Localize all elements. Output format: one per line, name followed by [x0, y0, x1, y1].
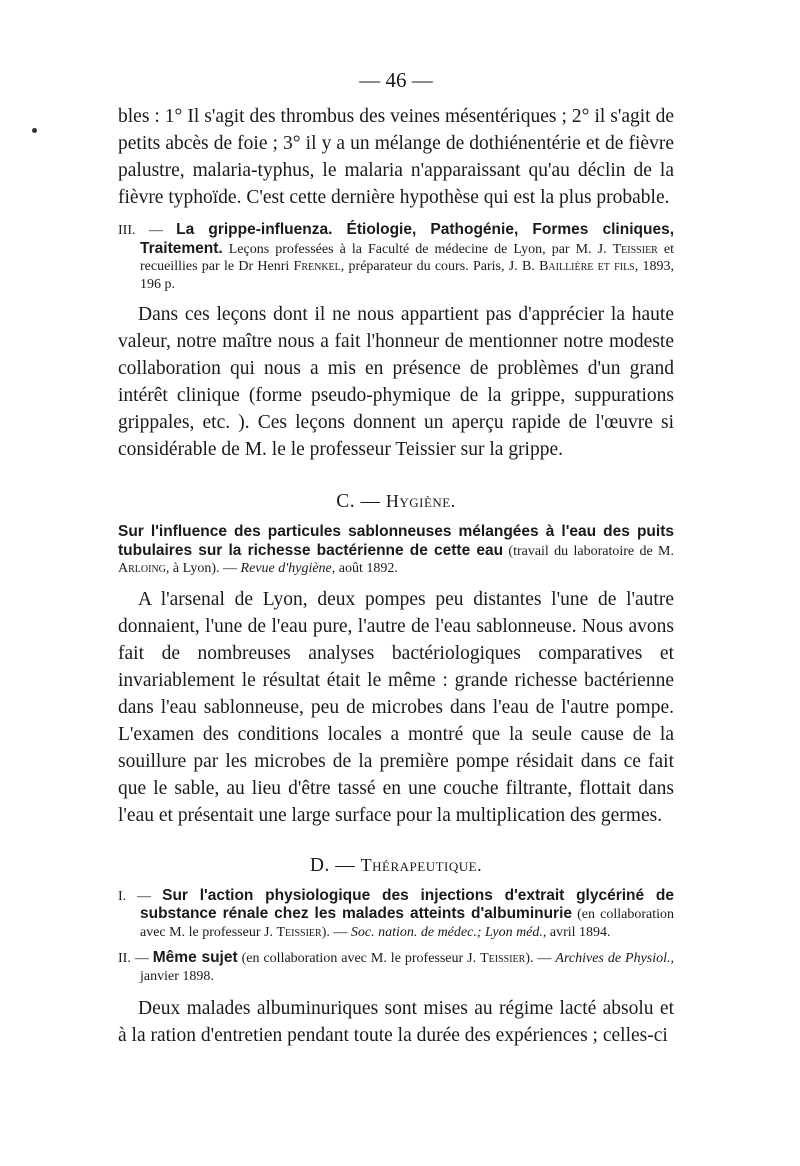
entry-date: janvier 1898. — [140, 968, 214, 984]
entry-text: , préparateur du cours. Paris, J. B. — [340, 259, 535, 274]
entry-text: (en collaboration avec M. le professeur J. — [237, 951, 477, 966]
paragraph-grippe: Dans ces leçons dont il ne nous appartient pas d'apprécier la haute valeur, notre maître nous a fait l'honneur de mentionner notre modeste collaboration qui nous a mis en présence de problèmes d'un grand intérêt clinique (forme pseudo-phymique de la grippe, suppurations grippales, etc. ). Ces leçons donnent un aperçu rapide de l'œuvre si considérable de M. le le professeur Teissier sur la grippe. — [118, 304, 674, 460]
entry-text: (en collaboration avec M. le professeur J. — [140, 907, 674, 940]
entry-publisher: Baillière et fils — [539, 259, 635, 274]
entry-text: ). — — [525, 951, 552, 966]
entry-title: Même sujet — [152, 949, 238, 966]
entry-collaborator: Frenkel — [293, 259, 341, 274]
bibliography-entry-d2 — [118, 949, 674, 985]
section-heading-c — [118, 491, 674, 513]
section-heading-d — [118, 855, 674, 877]
entry-journal: Archives de Physiol., — [555, 951, 675, 966]
paragraph-arsenal: A l'arsenal de Lyon, deux pompes peu distantes l'une de l'autre donnaient, l'une de l'eau pure, l'autre de l'eau sablonneuse. Nous avons fait de nombreuses analyses bactériologiques comparatives et invariablement le résultat était le même : grande richesse bactérienne dans l'eau sablonneuse, peu de microbes dans l'eau de l'autre pompe. L'examen des conditions locales a montré que la seule cause de la souillure par les microbes de la première pompe résidait dans ce fait que le sable, au lieu d'être tassé en une couche filtrante, flottait dans l'eau et présentait une large surface pour la multiplication des germes. — [118, 588, 674, 826]
entry-text: et recueillies par le Dr Henri — [140, 241, 675, 274]
page-number: — 46 — — [359, 68, 433, 92]
entry-title: Sur l'influence des particules sablonneuses mélangées à l'eau des puits tubulaires sur la richesse bactérienne de cette eau — [118, 523, 674, 559]
entry-text: , 1893, 196 p. — [140, 259, 675, 292]
entry-title: La grippe-influenza. Étiologie, Pathogénie, Formes cliniques, Traitement. — [140, 221, 674, 257]
bibliography-entry-hygiene — [118, 523, 674, 578]
entry-author: Arloing — [118, 561, 166, 576]
section-title: Hygiène. — [385, 491, 456, 511]
paragraph-albuminuriques: Deux malades albuminuriques sont mises au régime lacté absolu et à la ration d'entretien pendant toute la durée des expériences ; celles-ci — [118, 998, 674, 1046]
entry-author: Teissier — [276, 924, 322, 940]
entry-date: août 1892. — [335, 561, 398, 576]
bibliography-entry-d1 — [118, 887, 674, 942]
section-title: Thérapeutique. — [360, 854, 483, 875]
entry-text: ). — — [321, 924, 348, 940]
entry-date: avril 1894. — [546, 924, 611, 940]
entry-text: (travail du laboratoire de M. — [503, 543, 674, 559]
section-letter: C. — — [336, 491, 381, 512]
entry-journal: Revue d'hygiène, — [240, 561, 336, 576]
entry-number: II. — — [118, 951, 149, 966]
entry-number: I. — — [118, 888, 152, 904]
margin-mark — [32, 128, 37, 133]
entry-title: Sur l'action physiologique des injections d'extrait glycériné de substance rénale chez les malades atteints d'albuminurie — [140, 886, 675, 922]
entry-author: Teissier — [612, 241, 658, 257]
entry-text: , à Lyon). — — [165, 561, 238, 576]
entry-number: III. — — [118, 223, 163, 238]
entry-text: Leçons professées à la Faculté de médecine de Lyon, par M. J. — [228, 241, 607, 257]
page-content — [118, 68, 674, 1049]
entry-journal: Soc. nation. de médec.; Lyon méd., — [350, 924, 547, 940]
entry-author: Teissier — [480, 951, 526, 966]
section-letter: D. — — [309, 854, 356, 876]
paragraph-continuation: bles : 1° Il s'agit des thrombus des veines mésentériques ; 2° il s'agit de petits abcès de foie ; 3° il y a un mélange de dothiénentérie et de fièvre palustre, malaria-typhus, le malaria n'apparaissant qu'au déclin de la fièvre typhoïde. C'est cette dernière hypothèse qui est la plus probable. — [118, 106, 674, 208]
bibliography-entry-iii — [118, 221, 674, 293]
